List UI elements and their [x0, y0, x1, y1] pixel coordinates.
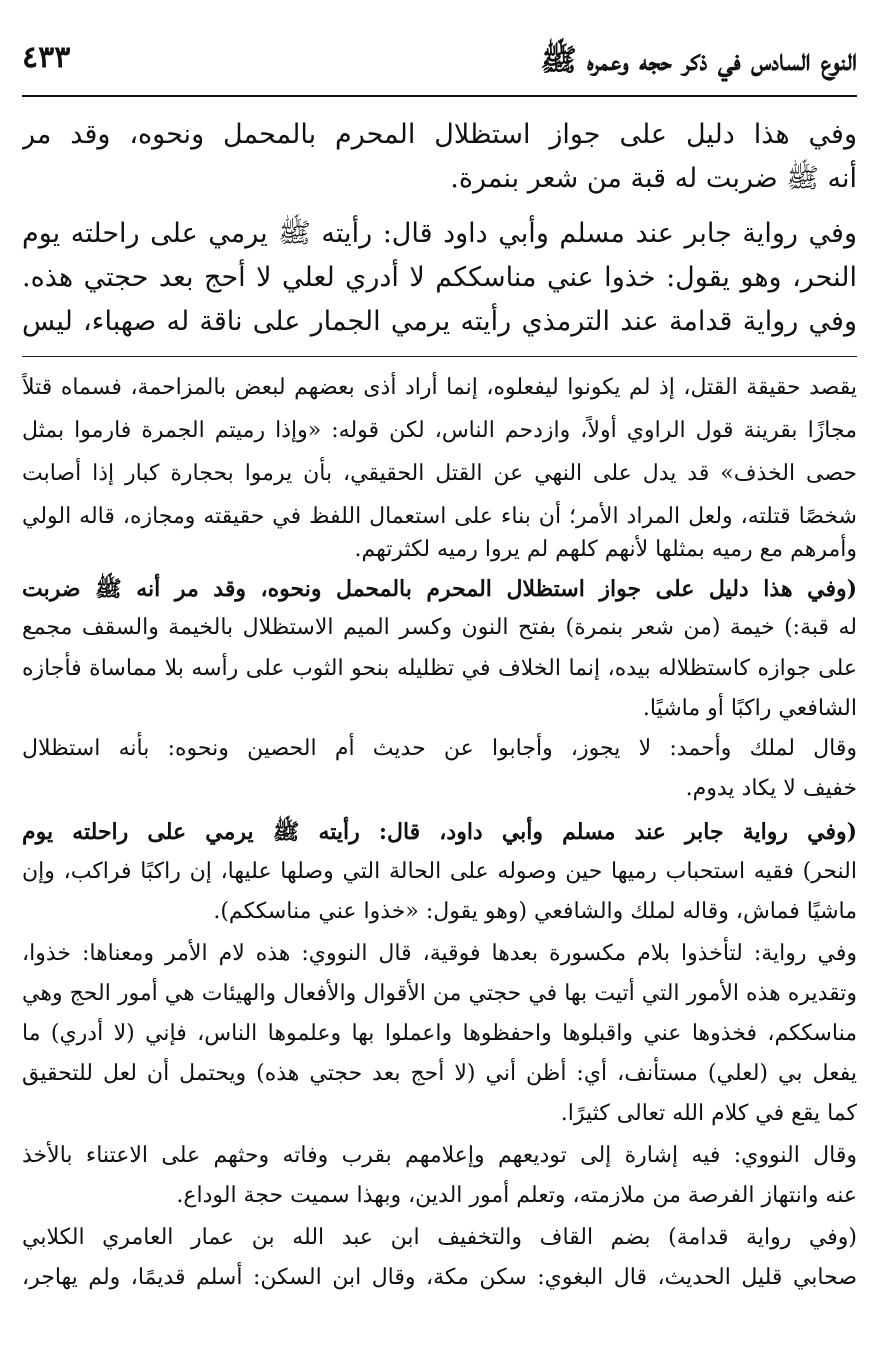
main-line: النحر، وهو يقول: خذوا عني مناسككم لا أدري لعلي لا أحج بعد حجتي هذه. — [22, 262, 857, 293]
note-line: ماشيًا فماش، وقاله لملك والشافعي (وهو يقول: «خذوا عني مناسككم). — [213, 899, 857, 924]
note-line: (وفي رواية جابر عند مسلم وأبي داود، قال: رأيته ﷺ يرمي على راحلته يوم — [22, 819, 857, 845]
page-header — [22, 40, 857, 96]
note-line: مناسككم، فخذوها عني واقبلوها واحفظوها واعملوا بها وعلموها الناس، فإني (لا أدري) ما — [22, 1021, 857, 1046]
note-line: الشافعي راكبًا أو ماشيًا. — [642, 696, 857, 721]
note-line: كما يقع في كلام الله تعالى كثيرًا. — [560, 1101, 857, 1126]
main-line: وفي رواية جابر عند مسلم وأبي داود قال: رأيته ﷺ يرمي على راحلته يوم — [22, 218, 857, 249]
header-rule — [22, 95, 857, 97]
note-line: وتقديره هذه الأمور التي أتيت بها في حجتي من الأقوال والأفعال والهيئات هي أمور الحج وهي — [22, 981, 857, 1006]
note-line: يقصد حقيقة القتل، إذ لم يكونوا ليفعلوه، إنما أراد أذى بعضهم لبعض بالمزاحمة، فسماه قتلاً — [22, 375, 857, 400]
note-line: له قبة:) خيمة (من شعر بنمرة) بفتح النون وكسر الميم الاستظلال بالخيمة والسقف مجمع — [22, 615, 857, 640]
note-line: وقال لملك وأحمد: لا يجوز، وأجابوا عن حديث أم الحصين ونحوه: بأنه استظلال — [22, 736, 857, 761]
note-line: يفعل بي (لعلي) مستأنف، أي: أظن أني (لا أحج بعد حجتي هذه) ويحتمل أن لعل للتحقيق — [22, 1061, 857, 1086]
footnote-separator — [22, 356, 857, 357]
main-line: أنه ﷺ ضربت له قبة من شعر بنمرة. — [450, 163, 857, 194]
note-line: (وفي رواية قدامة) بضم القاف والتخفيف ابن عبد الله بن عمار العامري الكلابي — [22, 1225, 857, 1250]
note-line: وأمرهم مع رميه بمثلها لأنهم كلهم لم يروا رميه لكثرتهم. — [354, 537, 857, 562]
note-line: على جوازه كاستظلاله بيده، إنما الخلاف في تظليله بنحو الثوب على رأسه بلا مماساة فأجازه — [22, 656, 857, 681]
note-line: خفيف لا يكاد يدوم. — [685, 776, 857, 801]
note-line: (وفي هذا دليل على جواز استظلال المحرم بالمحمل ونحوه، وقد مر أنه ﷺ ضربت — [22, 576, 857, 602]
note-line: وقال النووي: فيه إشارة إلى توديعهم وإعلامهم بقرب وفاته وحثهم على الاعتناء بالأخذ — [22, 1143, 857, 1168]
note-line: مجازًا بقرينة قول الراوي أولاً، وازدحم الناس، لكن قوله: «وإذا رميتم الجمرة فارموا بمثل — [22, 418, 857, 443]
page-number: ٤٣٣ — [22, 40, 71, 75]
note-line: صحابي قليل الحديث، قال البغوي: سكن مكة، وقال ابن السكن: أسلم قديمًا، ولم يهاجر، — [22, 1265, 857, 1290]
main-line: وفي رواية قدامة عند الترمذي رأيته يرمي الجمار على ناقة له صهباء، ليس — [22, 306, 857, 337]
main-line: وفي هذا دليل على جواز استظلال المحرم بالمحمل ونحوه، وقد مر — [22, 119, 857, 150]
note-line: النحر) فقيه استحباب رميها حين وصوله على الحالة التي وصلها عليها، إن راكبًا فراكب، وإن — [22, 859, 857, 884]
running-title: النوع السادس في ذكر حجه وعمره ﷺ — [540, 43, 857, 78]
note-line: شخصًا قتلته، ولعل المراد الأمر؛ أن بناء على استعمال اللفظ في حقيقته ومجازه، قاله الولي — [22, 504, 857, 529]
note-line: حصى الخذف» قد يدل على النهي عن القتل الحقيقي، بأن يرموا بحجارة كبار إذا أصابت — [22, 461, 857, 486]
note-line: عنه وانتهاز الفرصة من ملازمته، وتعلم أمور الدين، وبهذا سميت حجة الوداع. — [176, 1183, 857, 1208]
note-line: وفي رواية: لتأخذوا بلام مكسورة بعدها فوقية، قال النووي: هذه لام الأمر ومعناها: خذوا، — [22, 941, 857, 966]
